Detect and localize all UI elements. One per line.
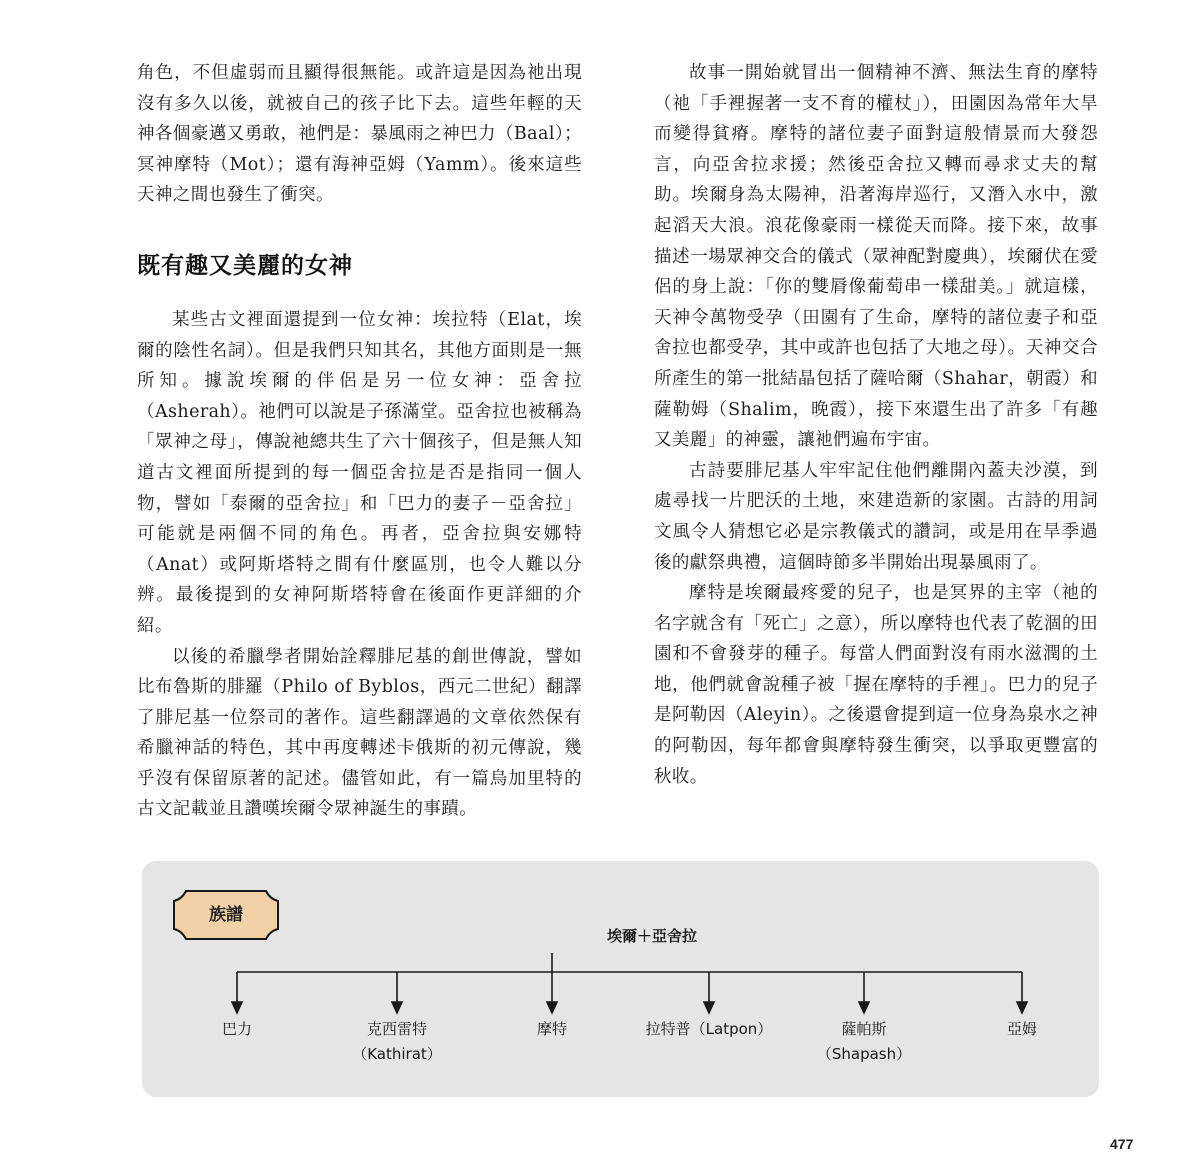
intro-paragraph: 角色，不但虛弱而且顯得很無能。或許這是因為祂出現沒有多久以後，就被自己的孩子比下去。這些年輕的天神各個豪邁又勇敢，祂們是：暴風雨之神巴力（Baal）；冥神摩特（Mot）；還有海神亞姆（Yamm）。後來這些天神之間也發生了衝突。 [137, 63, 582, 206]
family-tree-panel [142, 861, 1099, 1097]
paragraph-mot-story: 故事一開始就冒出一個精神不濟、無法生育的摩特（祂「手裡握著一支不育的權杖」），田園因為常年大旱而變得貧瘠。摩特的諸位妻子面對這般情景而大發怨言，向亞舍拉求援；然後亞舍拉又轉而尋求丈夫的幫助。埃爾身為太陽神，沿著海岸巡行，又潛入水中，激起滔天大浪。浪花像豪雨一樣從天而降。接下來，故事描述一場眾神交合的儀式（眾神配對慶典），埃爾伏在愛侶的身上說：「你的雙脣像葡萄串一樣甜美。」就這樣，天神令萬物受孕（田園有了生命，摩特的諸位妻子和亞舍拉也都受孕，其中或許也包括了大地之母）。天神交合所產生的第一批結晶包括了薩哈爾（Shahar，朝霞）和薩勒姆（Shalim，晚霞），接下來還生出了許多「有趣又美麗」的神靈，讓祂們遍布宇宙。 [654, 63, 1098, 451]
tree-child-shapash [774, 1017, 954, 1067]
paragraph-mot-son: 摩特是埃爾最疼愛的兒子，也是冥界的主宰（祂的名字就含有「死亡」之意），所以摩特也代表了乾涸的田園和不會發芽的種子。每當人們面對沒有雨水滋潤的土地，他們就會說種子被「握在摩特的手裡」。巴力的兒子是阿勒因（Aleyin）。之後還會提到這一位身為泉水之神的阿勒因，每年都會與摩特發生衝突，以爭取更豐富的秋收。 [654, 583, 1098, 787]
tree-arrow-3 [547, 1002, 557, 1013]
tree-parents: 埃爾＋亞舍拉 [606, 927, 697, 945]
tree-child-mot [462, 1017, 642, 1042]
section-heading: 既有趣又美麗的女神 [137, 252, 353, 279]
family-tree-tag [172, 889, 280, 941]
paragraph-ancient-poem: 古詩要腓尼基人牢牢記住他們離開內蓋夫沙漠，到處尋找一片肥沃的土地，來建造新的家園。古詩的用詞文風令人猜想它必是宗教儀式的讚詞，或是用在旱季過後的獻祭典禮，這個時節多半開始出現暴風雨了。 [654, 460, 1098, 573]
paragraph-goddess: 某些古文裡面還提到一位女神：埃拉特（Elat，埃爾的陰性名詞）。但是我們只知其名，其他方面則是一無所知。據說埃爾的伴侶是另一位女神：亞舍拉（Asherah）。祂們可以說是子孫滿堂。亞舍拉也被稱為「眾神之母」，傳說祂總共生了六十個孩子，但是無人知道古文裡面所提到的每一個亞舍拉是否是指同一個人物，譬如「泰爾的亞舍拉」和「巴力的妻子－亞舍拉」可能就是兩個不同的角色。再者，亞舍拉與安娜特（Anat）或阿斯塔特之間有什麼區別，也令人難以分辨。最後提到的女神阿斯塔特會在後面作更詳細的介紹。 [137, 309, 582, 636]
family-tree-lines [142, 861, 1099, 1097]
tree-child-name: 拉特普（Latpon） [645, 1020, 773, 1038]
tree-child-baal [147, 1017, 327, 1042]
tree-child-subtitle: （Kathirat） [352, 1045, 442, 1063]
tree-arrow-1 [232, 1002, 242, 1013]
tree-child-yamm [932, 1017, 1112, 1042]
right-column [654, 58, 1098, 792]
page-number: 477 [1110, 1136, 1134, 1152]
tree-arrow-5 [859, 1002, 869, 1013]
tree-child-kathirat [307, 1017, 487, 1067]
tree-arrow-4 [704, 1002, 714, 1013]
tree-child-name: 薩帕斯 [841, 1020, 887, 1038]
tree-arrow-6 [1017, 1002, 1027, 1013]
family-tree-tag-label: 族譜 [209, 905, 243, 925]
tree-arrow-2 [392, 1002, 402, 1013]
paragraph-greek-scholars: 以後的希臘學者開始詮釋腓尼基的創世傳說，譬如比布魯斯的腓羅（Philo of Byblos，西元二世紀）翻譯了腓尼基一位祭司的著作。這些翻譯過的文章依然保有希臘神話的特色，其中再度轉述卡俄斯的初元傳說，幾乎沒有保留原著的記述。儘管如此，有一篇烏加里特的古文記載並且讚嘆埃爾令眾神誕生的事蹟。 [137, 646, 582, 820]
tree-child-subtitle: （Shapash） [816, 1045, 912, 1063]
tree-child-latpon [619, 1017, 799, 1042]
tree-child-name: 摩特 [536, 1020, 567, 1038]
tree-child-name: 巴力 [221, 1020, 252, 1038]
left-column [137, 58, 582, 825]
tree-child-name: 亞姆 [1006, 1020, 1037, 1038]
tree-child-name: 克西雷特 [366, 1020, 427, 1038]
